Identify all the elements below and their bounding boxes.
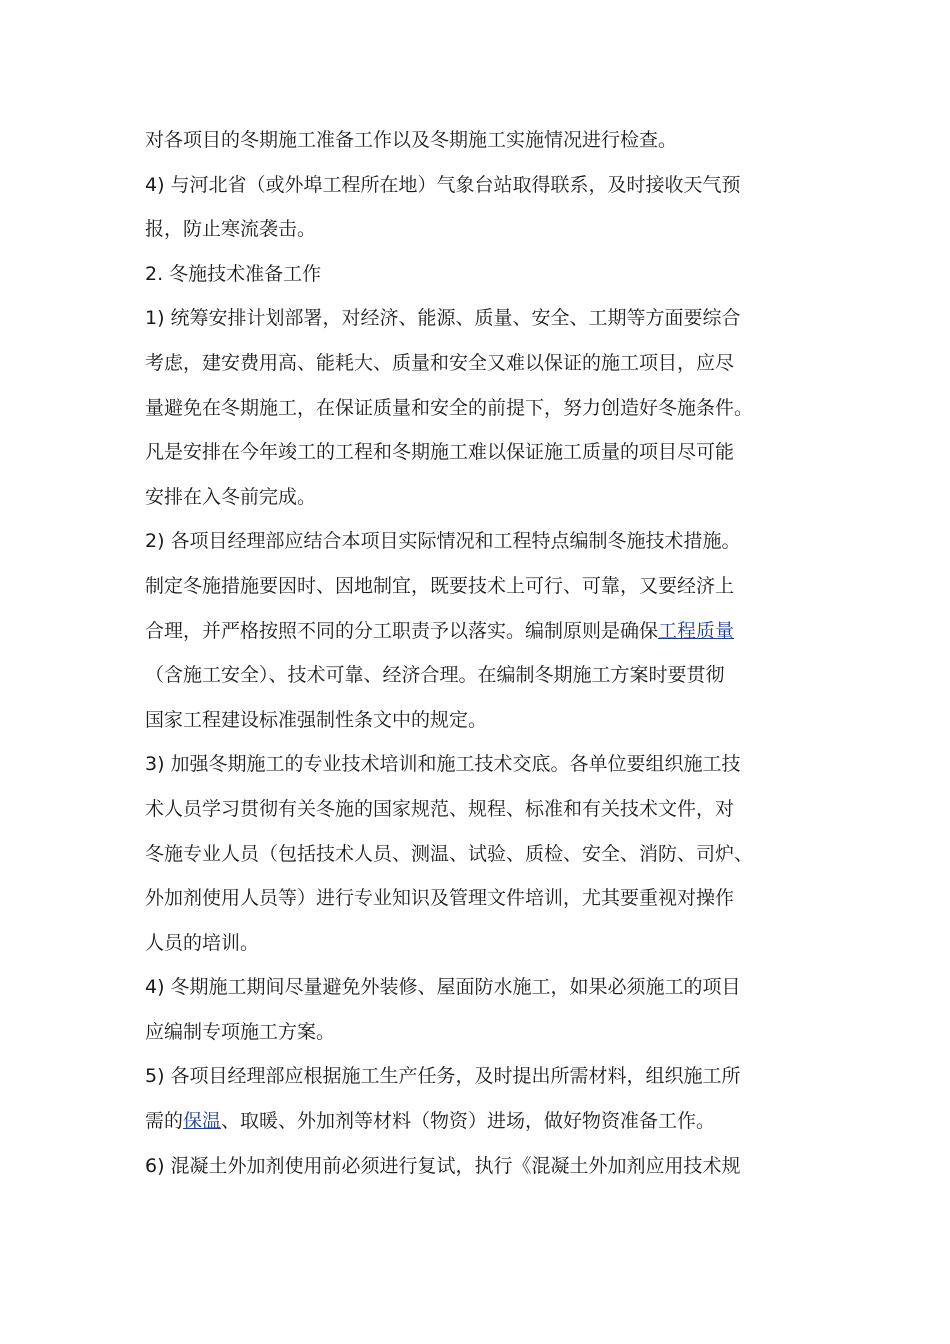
text-line [145, 163, 815, 208]
text-segment: （含施工安全）、技术可靠、经济合理。在编制冬期施工方案时要贯彻 [145, 664, 725, 687]
text-line [145, 1054, 815, 1099]
text-line [145, 832, 815, 877]
text-segment: 人员的培训。 [145, 931, 260, 954]
text-segment: 5) 各项目经理部应根据施工生产任务，及时提出所需材料，组织施工所 [145, 1065, 741, 1088]
inline-link[interactable]: 工程质量 [658, 619, 735, 642]
text-segment: 冬施专业人员（包括技术人员、测温、试验、质检、安全、消防、司炉、 [145, 842, 754, 865]
text-line [145, 1144, 815, 1189]
text-line [145, 921, 815, 966]
text-line [145, 475, 815, 520]
text-segment: 、取暖、外加剂等材料（物资）进场，做好物资准备工作。 [221, 1110, 716, 1133]
text-segment: 考虑，建安费用高、能耗大、质量和安全又难以保证的施工项目，应尽 [145, 351, 735, 374]
text-line [145, 296, 815, 341]
text-line [145, 965, 815, 1010]
text-segment: 安排在入冬前完成。 [145, 485, 317, 508]
text-segment: 对各项目的冬期施工准备工作以及冬期施工实施情况进行检查。 [145, 129, 678, 151]
text-line [145, 519, 815, 564]
text-segment: 4) 冬期施工期间尽量避免外装修、屋面防水施工，如果必须施工的项目 [145, 976, 741, 999]
text-line [145, 1099, 815, 1144]
text-line [145, 564, 815, 609]
text-line [145, 207, 815, 252]
text-line [145, 341, 815, 386]
text-segment: 制定冬施措施要因时、因地制宜，既要技术上可行、可靠，又要经济上 [145, 574, 735, 597]
text-line [145, 876, 815, 921]
text-segment: 外加剂使用人员等）进行专业知识及管理文件培训，尤其要重视对操作 [145, 887, 735, 910]
text-segment: 合理，并严格按照不同的分工职责予以落实。编制原则是确保 [145, 619, 659, 642]
text-segment: 4) 与河北省（或外埠工程所在地）气象台站取得联系，及时接收天气预 [145, 173, 741, 196]
text-segment: 报，防止寒流袭击。 [145, 218, 317, 241]
text-segment: 国家工程建设标准强制性条文中的规定。 [145, 708, 488, 731]
text-segment: 凡是安排在今年竣工的工程和冬期施工难以保证施工质量的项目尽可能 [145, 441, 735, 464]
document-body [145, 118, 815, 1188]
text-segment: 2) 各项目经理部应结合本项目实际情况和工程特点编制冬施技术措施。 [145, 530, 741, 553]
text-segment: 术人员学习贯彻有关冬施的国家规范、规程、标准和有关技术文件，对 [145, 797, 735, 820]
text-line [145, 653, 815, 698]
inline-link[interactable]: 保温 [183, 1110, 222, 1133]
text-segment: 需的 [145, 1110, 184, 1133]
text-segment: 应编制专项施工方案。 [145, 1020, 336, 1043]
text-line [145, 742, 815, 787]
text-line [145, 118, 815, 163]
text-line [145, 698, 815, 743]
text-segment: 6) 混凝土外加剂使用前必须进行复试，执行《混凝土外加剂应用技术规 [145, 1154, 741, 1177]
text-segment: 2. 冬施技术准备工作 [145, 262, 322, 285]
text-line [145, 609, 815, 654]
text-line [145, 386, 815, 431]
text-segment: 量避免在冬期施工，在保证质量和安全的前提下，努力创造好冬施条件。 [145, 396, 754, 419]
text-segment: 3) 加强冬期施工的专业技术培训和施工技术交底。各单位要组织施工技 [145, 753, 741, 776]
text-line [145, 1010, 815, 1055]
text-line [145, 252, 815, 297]
text-line [145, 430, 815, 475]
text-segment: 1) 统筹安排计划部署，对经济、能源、质量、安全、工期等方面要综合 [145, 307, 741, 330]
text-line [145, 787, 815, 832]
